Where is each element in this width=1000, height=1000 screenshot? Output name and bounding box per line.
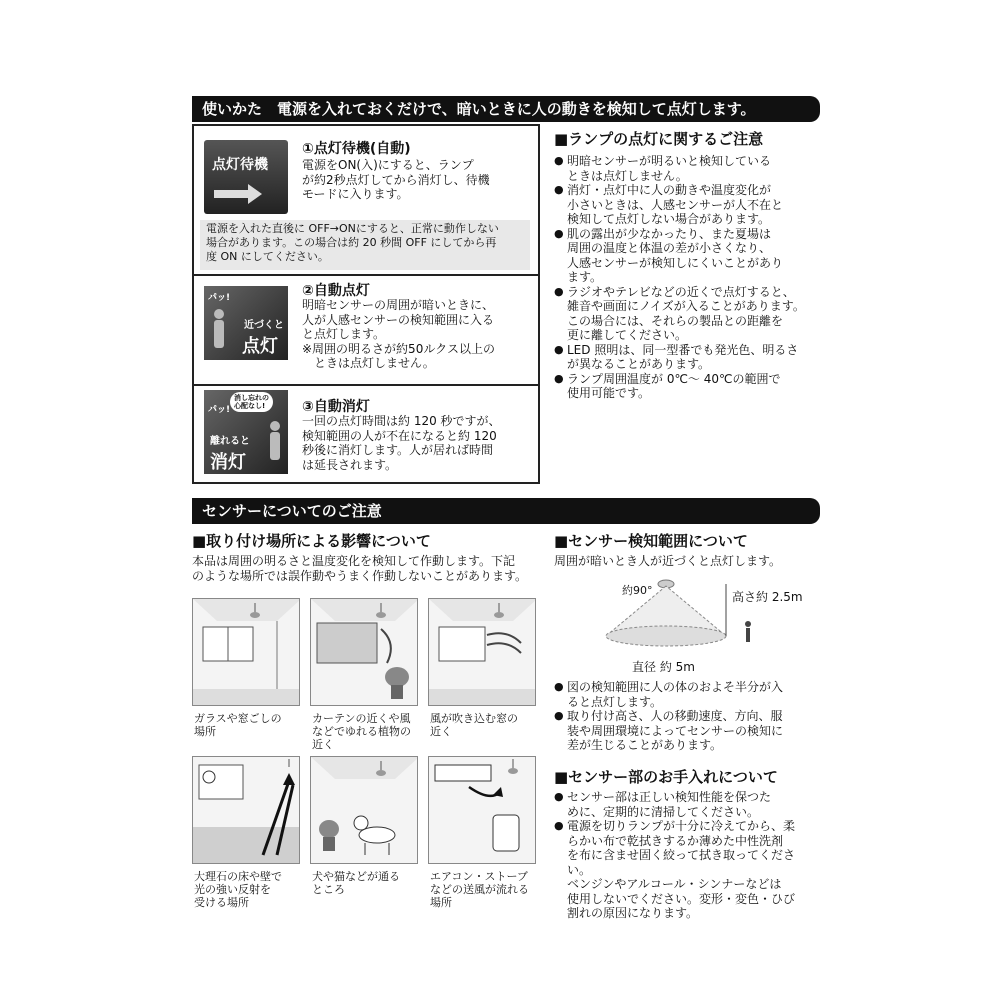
case-curtain-illustration [310,598,418,706]
list-item: ● 取り付け高さ、人の移動速度、方向、服 装や周囲環境によってセンサーの検知に 差が生じることがあります。 [554,709,816,753]
range-angle-label: 約90° [622,584,653,597]
person-silhouette-icon [210,308,228,354]
arrow-right-icon [214,184,264,208]
range-intro: 周囲が暗いとき人が近づくと点灯します。 [554,554,782,568]
step2-title: ②自動点灯 [302,283,370,299]
list-item: ● 消灯・点灯中に人の動きや温度変化が 小さいときは、人感センサーが人不在と 検知して点灯しない場合があります。 [554,183,816,227]
list-item: ● LED 照明は、同一型番でも発光色、明るさ が異なることがあります。 [554,343,816,372]
step3-body: 一回の点灯時間は約 120 秒ですが、 検知範囲の人が不在になると約 120 秒後に消灯します。人が居れば時間 は延長されます。 [302,414,501,472]
sensor-section-bar [192,498,820,524]
step3-panel [194,386,538,482]
step1-panel [194,126,538,276]
lamp-notes-list [554,154,816,401]
list-item: ● ランプ周囲温度が 0℃〜 40℃の範囲で 使用可能です。 [554,372,816,401]
sensor-section-title: センサーについてのご注意 [202,502,382,520]
range-title: ■センサー検知範囲について [554,532,748,550]
list-item: ● 図の検知範囲に人の体のおよそ半分が入 ると点灯します。 [554,680,816,709]
case-wind-window-illustration [428,598,536,706]
list-item: ● ラジオやテレビなどの近くで点灯すると、 雑音や画面にノイズが入ることがあります。 この場合には、それらの製品との距離を 更に離してください。 [554,285,816,343]
step3-badge-pa: パッ! [208,405,231,415]
range-notes-list [554,680,816,753]
case-caption: ガラスや窓ごしの 場所 [194,712,282,738]
step1-note: 電源を入れた直後に OFF→ONにすると、正常に動作しない 場合があります。この場合は約 20 秒間 OFF にしてから再 度 ON にしてください。 [200,220,530,270]
usage-section-bar [192,96,820,122]
care-notes-list [554,790,818,921]
case-aircon-illustration [428,756,536,864]
range-height-label: 高さ約 2.5m [732,590,803,604]
care-title: ■センサー部のお手入れについて [554,768,778,786]
placement-intro: 本品は周囲の明るさと温度変化を検知して作動します。下記 のような場所では誤作動やうまく作動しないことがあります。 [192,554,528,583]
person-silhouette-icon [266,420,284,466]
step2-body: 明暗センサーの周囲が暗いときに、 人が人感センサーの検知範囲に入る と点灯します。 ※周囲の明るさが約50ルクス以上の ときは点灯しません。 [302,298,495,370]
step1-body: 電源をON(入)にすると、ランプ が約2秒点灯してから消灯し、待機 モードに入ります。 [302,158,490,201]
step1-title: ①点灯待機(自動) [302,141,411,157]
step3-badge-bubble: 消し忘れの 心配なし! [230,392,273,412]
case-pets-illustration [310,756,418,864]
case-caption: エアコン・ストーブ などの送風が流れる 場所 [430,870,529,909]
step3-badge-main: 消灯 [210,452,246,473]
list-item: ● 電源を切りランプが十分に冷えてから、柔 らかい布で乾拭きするか薄めた中性洗剤 を布に含ませ固く絞って拭き取ってください。 ベンジンやアルコール・シンナーなどは 使用しないでください。変形・変色・ひび 割れの原因になります。 [554,819,818,921]
list-item: ● センサー部は正しい検知性能を保つた めに、定期的に清掃してください。 [554,790,818,819]
list-item: ● 明暗センサーが明るいと検知している ときは点灯しません。 [554,154,816,183]
case-caption: カーテンの近くや風 などでゆれる植物の 近く [312,712,411,751]
step3-title: ③自動消灯 [302,399,370,415]
case-caption: 風が吹き込む窓の 近く [430,712,518,738]
list-item: ● 肌の露出が少なかったり、また夏場は 周囲の温度と体温の差が小さくなり、 人感センサーが検知しにくいことがあり ます。 [554,227,816,285]
range-diameter-label: 直径 約 5m [632,660,695,674]
case-caption: 犬や猫などが通る ところ [312,870,400,896]
usage-steps-box [192,124,540,484]
step1-badge-label: 点灯待機 [212,157,268,173]
step2-panel [194,276,538,386]
case-window-illustration [192,598,300,706]
step1-badge [204,140,288,214]
lamp-notes-title: ■ランプの点灯に関するご注意 [554,130,764,148]
usage-section-title: 使いかた 電源を入れておくだけで、暗いときに人の動きを検知して点灯します。 [202,100,756,118]
step3-badge-sub: 離れると [210,436,250,447]
step2-badge-sub: 近づくと [244,320,284,331]
step2-badge-main: 点灯 [242,336,278,357]
step2-badge-pa: パッ! [208,293,231,303]
step2-badge [204,286,288,360]
placement-title: ■取り付け場所による影響について [192,532,431,550]
case-caption: 大理石の床や壁で 光の強い反射を 受ける場所 [194,870,282,909]
step3-badge [204,390,288,474]
case-marble-reflection-illustration [192,756,300,864]
